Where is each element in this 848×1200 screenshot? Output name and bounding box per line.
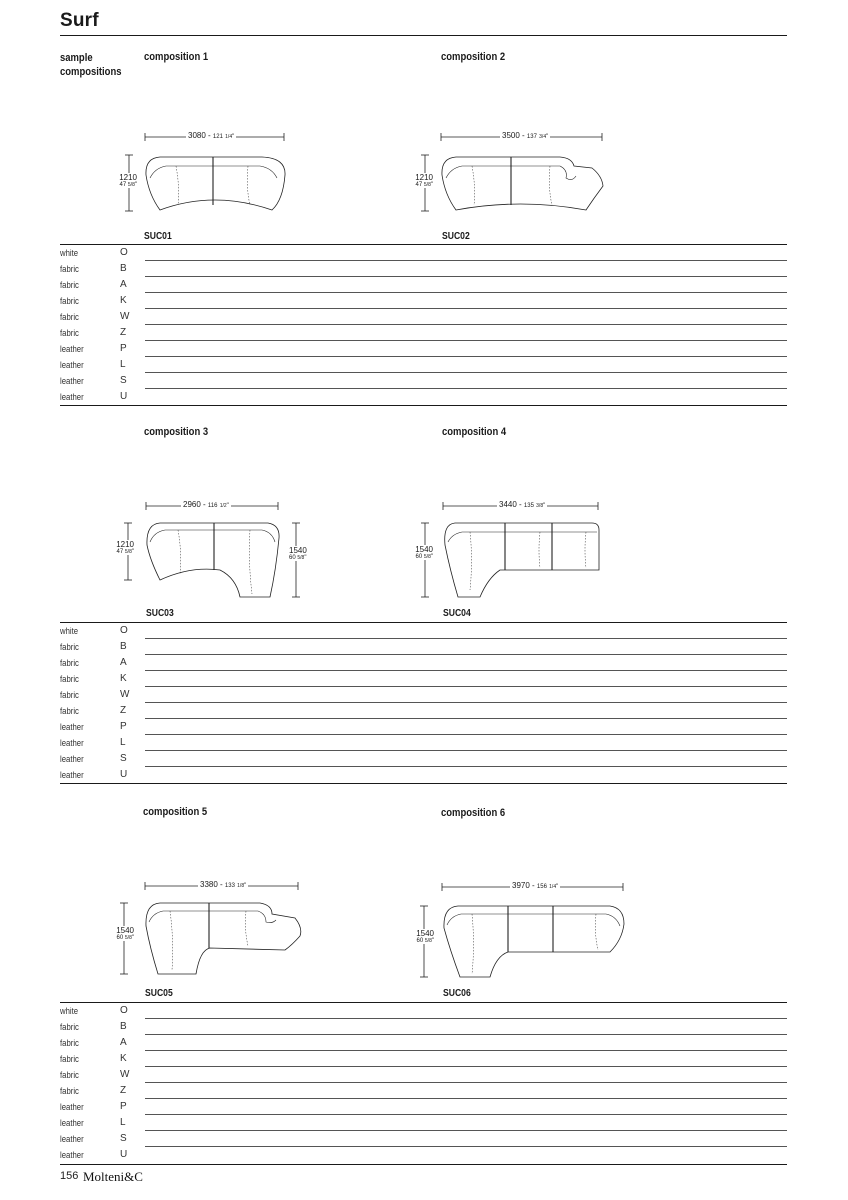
table-row-label: fabric	[60, 264, 79, 274]
finish-table-1	[0, 245, 848, 405]
table-row-letter: Z	[120, 1085, 127, 1096]
composition-3-sofa-drawing	[147, 523, 279, 597]
table-row-label: white	[60, 1006, 79, 1016]
table-row-label: leather	[60, 770, 84, 780]
table-row-label: leather	[60, 1150, 84, 1160]
composition-1-width-label: 3080 - 121 1/4"	[188, 131, 235, 140]
table-row-label: fabric	[60, 312, 79, 322]
table-row-line	[145, 638, 787, 639]
composition-3-depth-label: 1210 47 5/8"	[114, 540, 134, 555]
table-row-label: fabric	[60, 1038, 79, 1048]
table-row-label: fabric	[60, 658, 79, 668]
composition-4-code: SUC04	[443, 608, 471, 619]
table-row-line	[145, 292, 787, 293]
composition-1-depth-label: 1210 47 5/8"	[117, 173, 137, 188]
brand-logo: Molteni&C	[83, 1169, 143, 1184]
composition-4-depth-label: 1540 60 5/8"	[413, 545, 433, 560]
section-1-drawings	[0, 0, 848, 240]
table-3-bottom-rule	[60, 1164, 787, 1165]
composition-2-sofa-drawing	[442, 157, 603, 210]
table-row-label: fabric	[60, 296, 79, 306]
table-row-line	[145, 670, 787, 671]
table-row-line	[145, 356, 787, 357]
sample-label-line1: sample	[60, 52, 93, 64]
table-row-letter: B	[120, 641, 127, 652]
table-row-line	[145, 734, 787, 735]
table-2-bottom-rule	[60, 783, 787, 784]
table-row-letter: B	[120, 1021, 127, 1032]
table-row-label: leather	[60, 1134, 84, 1144]
composition-1-sofa-drawing	[146, 157, 285, 210]
table-row-label: leather	[60, 1118, 84, 1128]
table-row-line	[145, 1066, 787, 1067]
table-row-letter: A	[120, 279, 127, 290]
table-row-label: fabric	[60, 328, 79, 338]
composition-3-code: SUC03	[146, 608, 174, 619]
table-row-letter: P	[120, 343, 127, 354]
table-row-letter: U	[120, 769, 128, 780]
composition-2-width-label: 3500 - 137 3/4"	[502, 131, 549, 140]
table-row-line	[145, 276, 787, 277]
table-row-line	[145, 324, 787, 325]
table-row-line	[145, 766, 787, 767]
table-row-label: fabric	[60, 1022, 79, 1032]
table-row-label: fabric	[60, 706, 79, 716]
table-row-label: leather	[60, 344, 84, 354]
table-row-letter: W	[120, 1069, 130, 1080]
composition-4-sofa-drawing	[445, 523, 599, 597]
table-row-letter: O	[120, 625, 128, 636]
table-row-label: fabric	[60, 642, 79, 652]
table-row-label: fabric	[60, 1054, 79, 1064]
composition-1-title: composition 1	[144, 51, 209, 63]
composition-4-title: composition 4	[442, 426, 507, 438]
table-row-letter: L	[120, 359, 126, 370]
finish-table-3	[0, 1003, 848, 1163]
table-row-line	[145, 1082, 787, 1083]
table-row-label: leather	[60, 754, 84, 764]
composition-3-title: composition 3	[144, 426, 209, 438]
table-row-label: fabric	[60, 674, 79, 684]
composition-5-title: composition 5	[143, 806, 208, 818]
table-row-label: leather	[60, 376, 84, 386]
composition-3-depth2-label: 1540 60 5/8"	[289, 546, 311, 561]
table-row-letter: O	[120, 247, 128, 258]
table-row-line	[145, 308, 787, 309]
table-row-letter: Z	[120, 705, 127, 716]
table-row-label: leather	[60, 392, 84, 402]
table-row-letter: U	[120, 1149, 128, 1160]
table-row-letter: L	[120, 737, 126, 748]
table-row-line	[145, 750, 787, 751]
table-row-label: fabric	[60, 690, 79, 700]
table-row-label: leather	[60, 738, 84, 748]
composition-5-depth-label: 1540 60 5/8"	[112, 926, 134, 941]
composition-5-width-label: 3380 - 133 1/8"	[200, 880, 247, 889]
table-row-line	[145, 702, 787, 703]
table-row-line	[145, 1098, 787, 1099]
table-row-label: fabric	[60, 1086, 79, 1096]
table-row-letter: S	[120, 1133, 127, 1144]
table-row-letter: S	[120, 375, 127, 386]
table-row-label: fabric	[60, 280, 79, 290]
table-row-letter: A	[120, 657, 127, 668]
sample-label-line2: compositions	[60, 66, 122, 78]
table-row-letter: W	[120, 311, 130, 322]
table-row-label: leather	[60, 360, 84, 370]
table-row-line	[145, 1146, 787, 1147]
table-row-line	[145, 260, 787, 261]
table-row-line	[145, 1034, 787, 1035]
table-row-line	[145, 372, 787, 373]
page-title: Surf	[60, 10, 99, 31]
finish-table-2	[0, 623, 848, 783]
composition-1-code: SUC01	[144, 231, 172, 242]
table-row-letter: S	[120, 753, 127, 764]
table-row-line	[145, 1018, 787, 1019]
table-row-label: leather	[60, 722, 84, 732]
composition-6-width-label: 3970 - 156 1/4"	[512, 881, 559, 890]
table-row-letter: P	[120, 721, 127, 732]
table-row-line	[145, 654, 787, 655]
table-row-line	[145, 1050, 787, 1051]
composition-3-width-label: 2960 - 116 1/2"	[183, 500, 229, 509]
table-row-line	[145, 340, 787, 341]
page-number: 156	[60, 1170, 79, 1182]
composition-4-width-label: 3440 - 135 3/8"	[499, 500, 546, 509]
table-row-letter: K	[120, 1053, 127, 1064]
composition-2-code: SUC02	[442, 231, 470, 242]
composition-5-code: SUC05	[145, 988, 173, 999]
composition-6-depth-label: 1540 60 5/8"	[412, 929, 434, 944]
composition-2-title: composition 2	[441, 51, 506, 63]
table-row-label: leather	[60, 1102, 84, 1112]
table-row-label: fabric	[60, 1070, 79, 1080]
table-row-letter: K	[120, 295, 127, 306]
table-row-line	[145, 718, 787, 719]
table-row-line	[145, 1130, 787, 1131]
composition-6-code: SUC06	[443, 988, 471, 999]
table-row-letter: P	[120, 1101, 127, 1112]
table-row-letter: B	[120, 263, 127, 274]
table-1-bottom-rule	[60, 405, 787, 406]
table-row-letter: A	[120, 1037, 127, 1048]
table-row-letter: L	[120, 1117, 126, 1128]
table-row-line	[145, 686, 787, 687]
table-row-letter: U	[120, 391, 128, 402]
composition-5-sofa-drawing	[146, 903, 301, 974]
table-row-line	[145, 1114, 787, 1115]
table-row-letter: W	[120, 689, 130, 700]
table-row-letter: Z	[120, 327, 127, 338]
table-row-letter: K	[120, 673, 127, 684]
table-row-label: white	[60, 248, 79, 258]
composition-6-sofa-drawing	[444, 906, 624, 977]
table-row-label: white	[60, 626, 79, 636]
composition-2-depth-label: 1210 47 5/8"	[413, 173, 433, 188]
composition-4-depth-dimension	[421, 523, 429, 597]
composition-6-title: composition 6	[441, 807, 506, 819]
table-row-line	[145, 388, 787, 389]
table-row-letter: O	[120, 1005, 128, 1016]
